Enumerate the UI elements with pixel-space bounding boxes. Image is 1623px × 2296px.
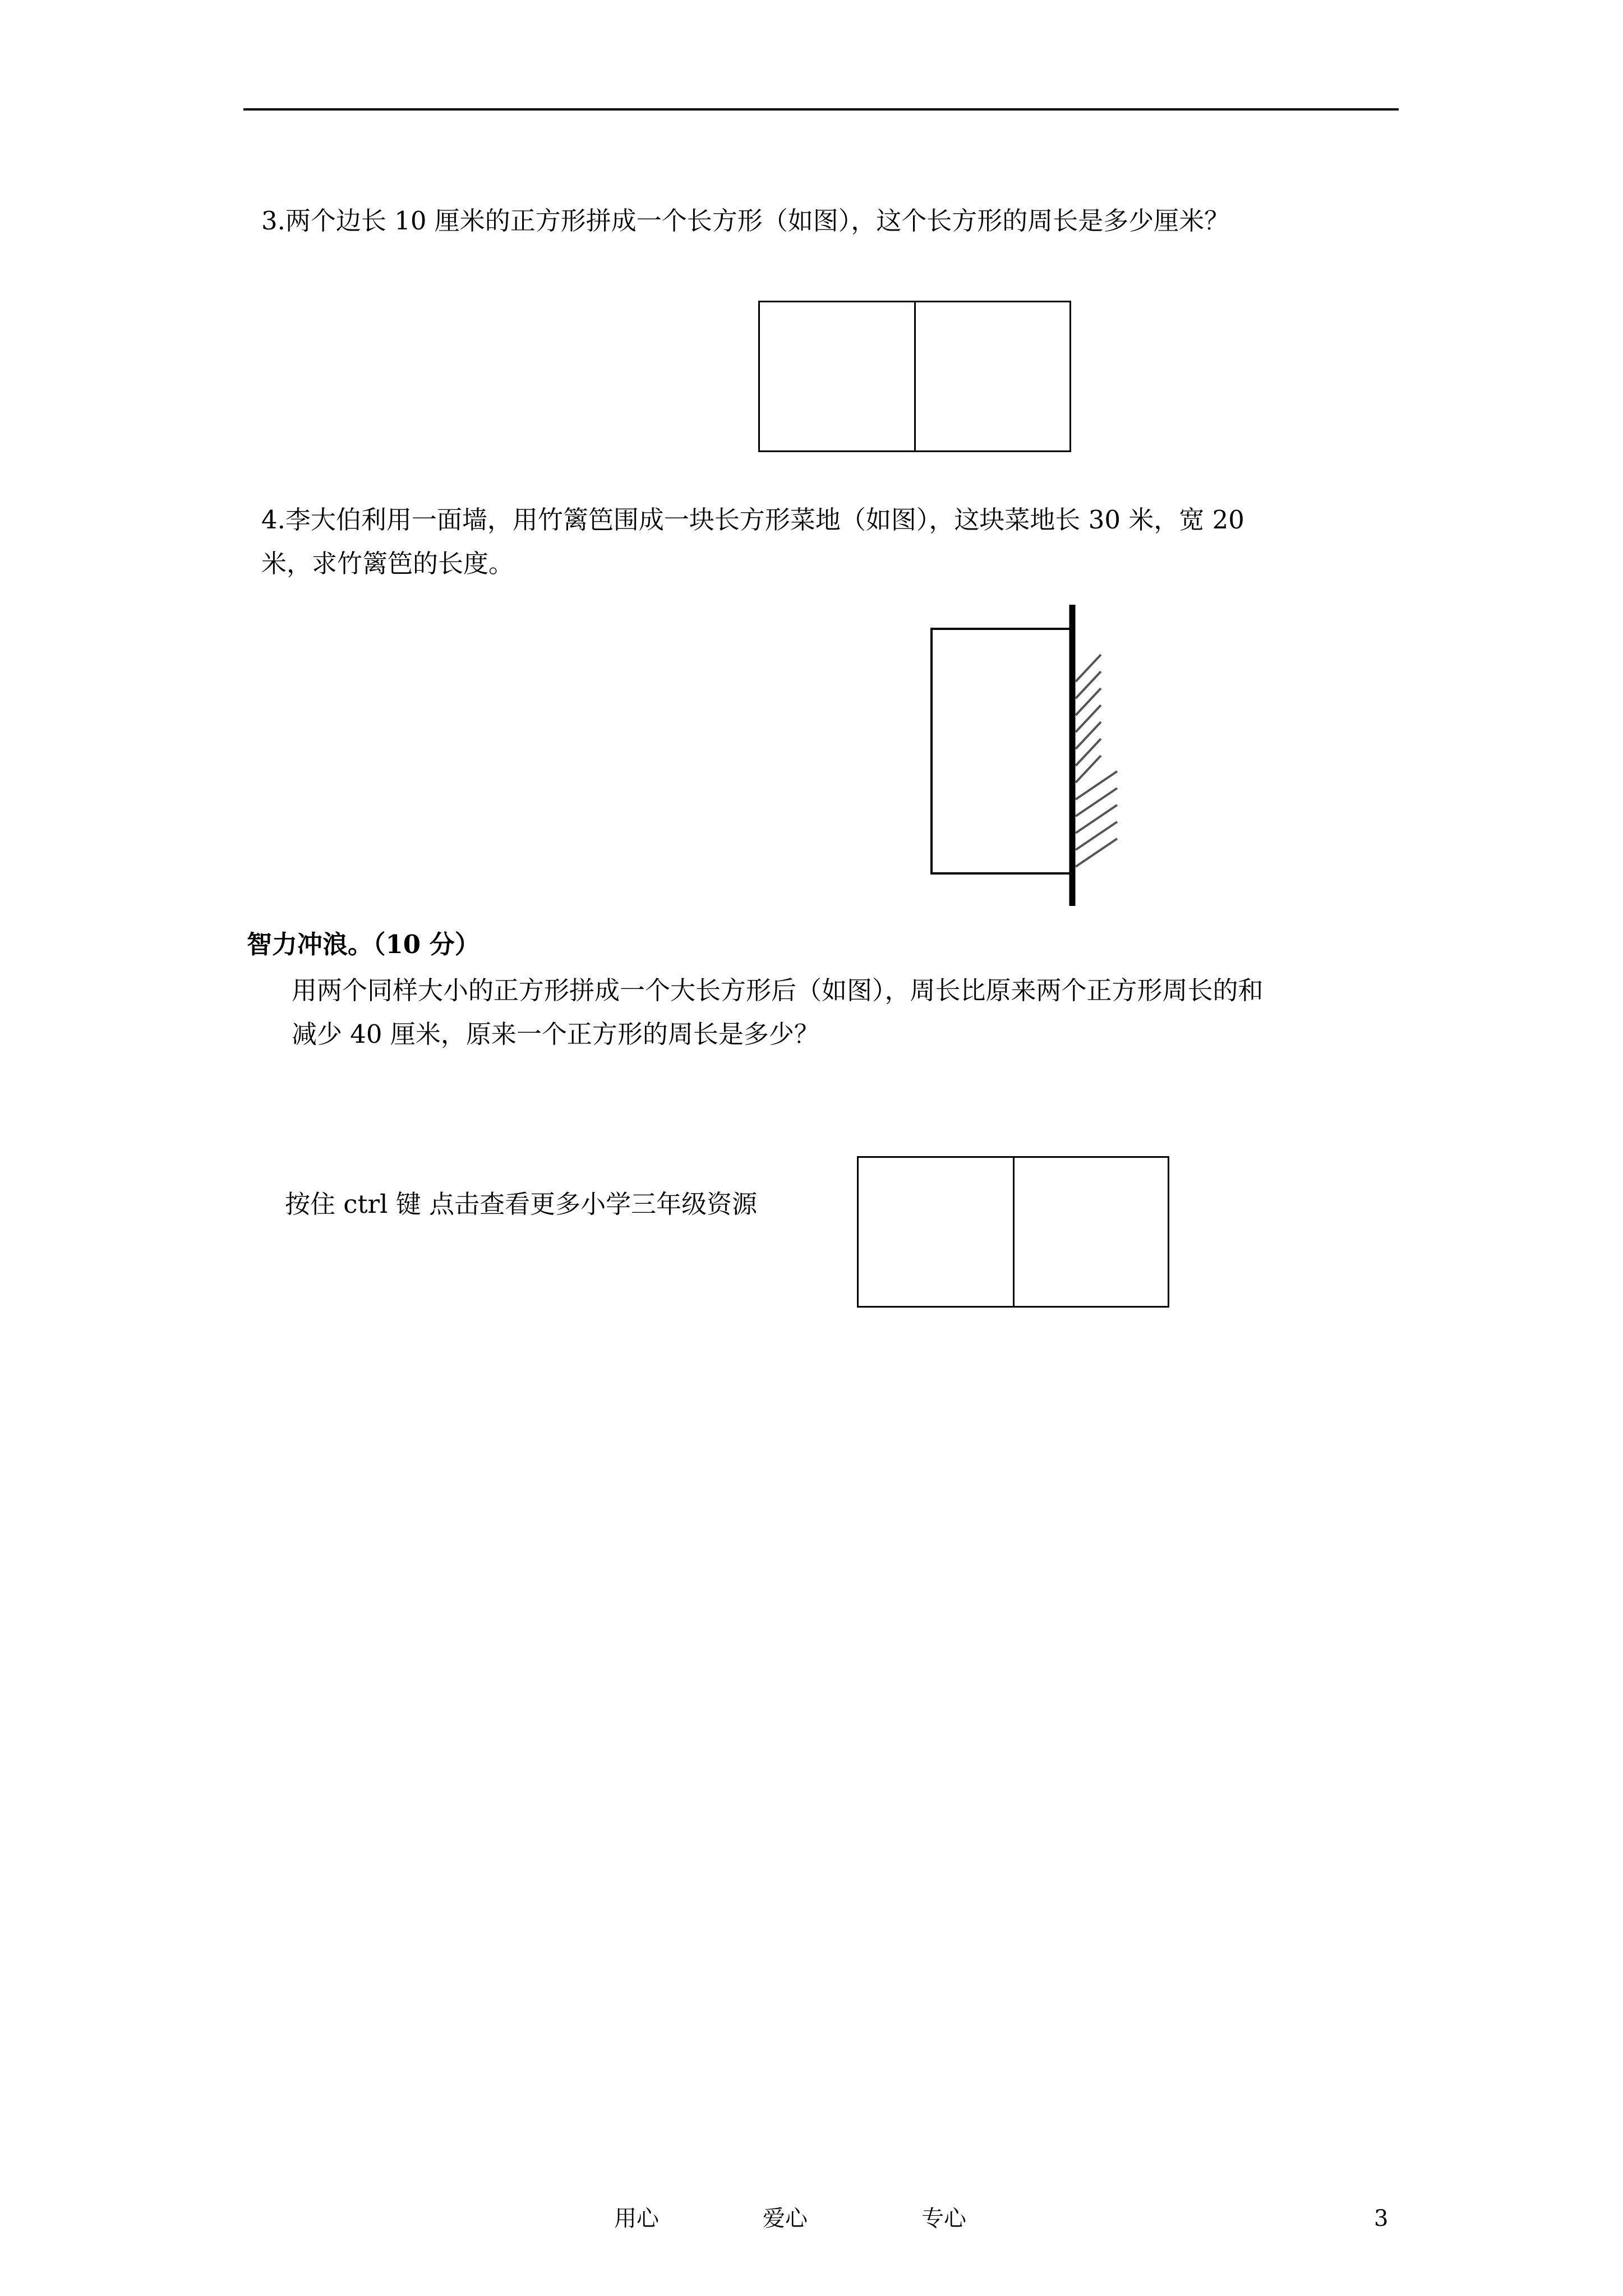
- q3-square-divider: [914, 302, 916, 450]
- bonus-square-divider: [1013, 1158, 1015, 1306]
- header-rule: [243, 108, 1399, 111]
- q4-wall-garden-figure: [920, 597, 1133, 912]
- question-4-text-line1: 4.李大伯利用一面墙，用竹篱笆围成一块长方形菜地（如图），这块菜地长 30 米，宽 20: [261, 505, 1244, 535]
- question-4-text-line2: 米，求竹篱笆的长度。: [261, 549, 514, 578]
- question-3-text: 3.两个边长 10 厘米的正方形拼成一个长方形（如图），这个长方形的周长是多少厘米？: [261, 206, 1230, 236]
- resource-link-text[interactable]: 按住 ctrl 键 点击查看更多小学三年级资源: [285, 1189, 758, 1219]
- page-number: 3: [1374, 2206, 1389, 2231]
- footer-slogan-1: 用心: [614, 2206, 659, 2231]
- footer-slogan-2: 爱心: [763, 2206, 808, 2231]
- q3-rectangle-figure: [758, 301, 1071, 452]
- bonus-heading: 智力冲浪。（10 分）: [247, 930, 480, 959]
- footer-slogan-3: 专心: [921, 2206, 966, 2231]
- bonus-text-line1: 用两个同样大小的正方形拼成一个大长方形后（如图），周长比原来两个正方形周长的和: [292, 976, 1264, 1005]
- bonus-rectangle-figure: [857, 1156, 1169, 1308]
- garden-rectangle: [932, 629, 1071, 873]
- bonus-text-line2: 减少 40 厘米，原来一个正方形的周长是多少？: [292, 1019, 819, 1049]
- wall-hatching: [1076, 655, 1117, 867]
